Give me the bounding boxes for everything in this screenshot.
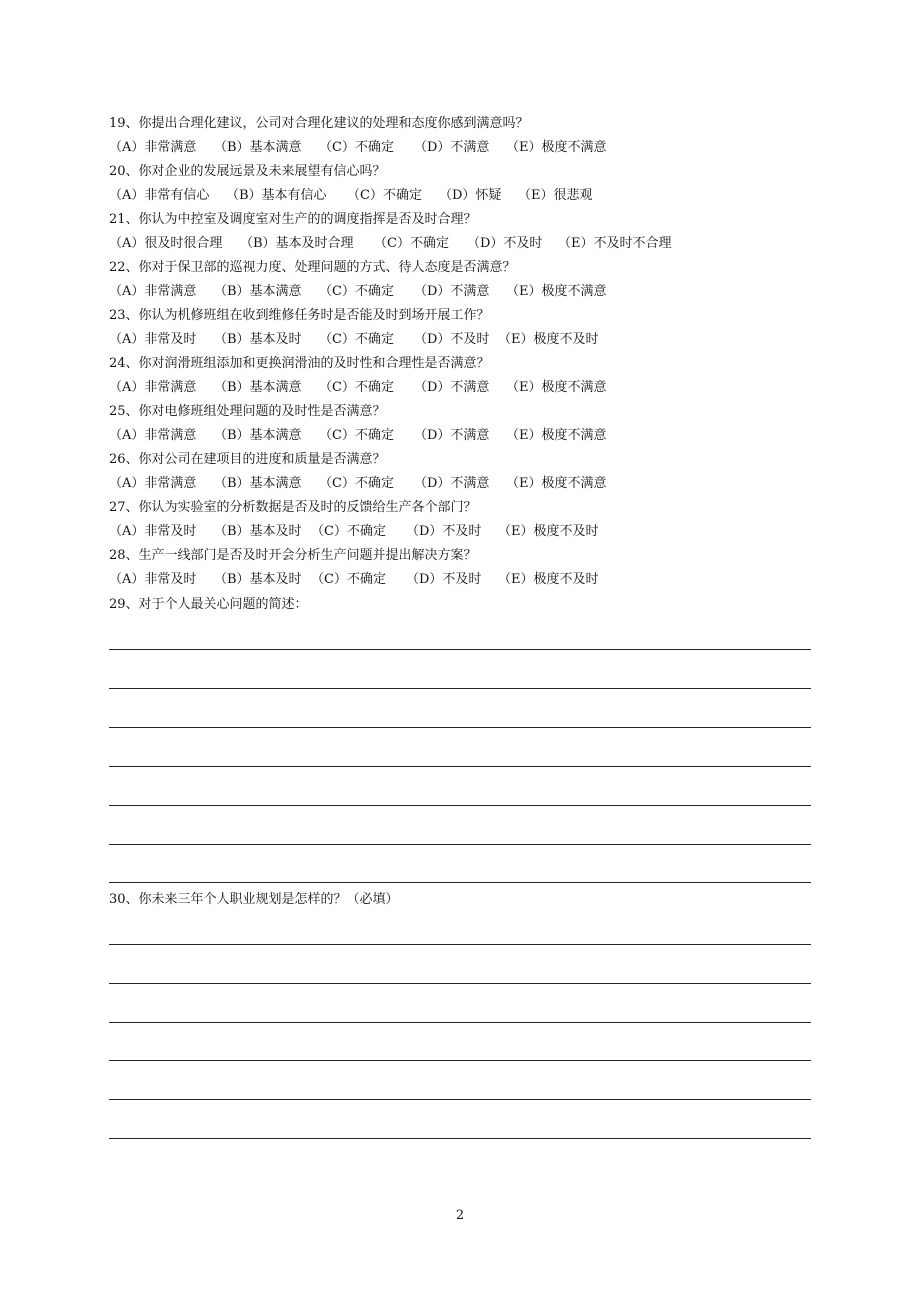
option-e[interactable]: （E）极度不及时 bbox=[498, 524, 599, 539]
option-c[interactable]: （C）不确定 bbox=[311, 524, 386, 539]
question-24: 24、你对润滑班组添加和更换润滑油的及时性和合理性是否满意？ bbox=[109, 356, 490, 371]
option-c[interactable]: （C）不确定 bbox=[374, 236, 449, 251]
option-d[interactable]: （D）不及时 bbox=[406, 524, 482, 539]
question-20: 20、你对企业的发展远景及未来展望有信心吗？ bbox=[109, 164, 386, 179]
option-b[interactable]: （B）基本满意 bbox=[214, 476, 302, 491]
answer-line[interactable] bbox=[109, 844, 811, 845]
option-b[interactable]: （B）基本满意 bbox=[214, 380, 302, 395]
option-e[interactable]: （E）不及时不合理 bbox=[558, 236, 672, 251]
answer-line[interactable] bbox=[109, 1099, 811, 1100]
option-c[interactable]: （C）不确定 bbox=[319, 476, 394, 491]
option-e[interactable]: （E）极度不满意 bbox=[506, 140, 607, 155]
option-a[interactable]: （A）非常满意 bbox=[109, 140, 197, 155]
option-c[interactable]: （C）不确定 bbox=[319, 284, 394, 299]
option-a[interactable]: （A）很及时很合理 bbox=[109, 236, 223, 251]
question-21: 21、你认为中控室及调度室对生产的的调度指挥是否及时合理？ bbox=[109, 212, 477, 227]
question-23: 23、你认为机修班组在收到维修任务时是否能及时到场开展工作？ bbox=[109, 308, 490, 323]
option-d[interactable]: （D）不满意 bbox=[414, 476, 490, 491]
option-b[interactable]: （B）基本及时 bbox=[214, 332, 302, 347]
option-a[interactable]: （A）非常满意 bbox=[109, 428, 197, 443]
page-number: 2 bbox=[455, 1208, 465, 1223]
option-b[interactable]: （B）基本满意 bbox=[214, 140, 302, 155]
option-d[interactable]: （D）不满意 bbox=[414, 140, 490, 155]
answer-line[interactable] bbox=[109, 649, 811, 650]
question-29: 29、对于个人最关心问题的简述： bbox=[109, 597, 308, 612]
question-26: 26、你对公司在建项目的进度和质量是否满意？ bbox=[109, 452, 386, 467]
option-b[interactable]: （B）基本有信心 bbox=[226, 188, 327, 203]
option-e[interactable]: （E）极度不满意 bbox=[506, 428, 607, 443]
option-e[interactable]: （E）极度不及时 bbox=[498, 332, 599, 347]
option-c[interactable]: （C）不确定 bbox=[319, 428, 394, 443]
answer-line[interactable] bbox=[109, 944, 811, 945]
answer-line[interactable] bbox=[109, 1022, 811, 1023]
option-b[interactable]: （B）基本及时合理 bbox=[240, 236, 354, 251]
question-27: 27、你认为实验室的分析数据是否及时的反馈给生产各个部门？ bbox=[109, 500, 477, 515]
option-d[interactable]: （D）不满意 bbox=[414, 284, 490, 299]
option-c[interactable]: （C）不确定 bbox=[319, 332, 394, 347]
option-e[interactable]: （E）很悲观 bbox=[518, 188, 593, 203]
option-c[interactable]: （C）不确定 bbox=[347, 188, 422, 203]
option-b[interactable]: （B）基本及时 bbox=[214, 524, 302, 539]
answer-line[interactable] bbox=[109, 882, 811, 883]
option-d[interactable]: （D）不满意 bbox=[414, 428, 490, 443]
option-d[interactable]: （D）不及时 bbox=[467, 236, 543, 251]
option-e[interactable]: （E）极度不满意 bbox=[506, 380, 607, 395]
option-e[interactable]: （E）极度不满意 bbox=[506, 476, 607, 491]
answer-line[interactable] bbox=[109, 766, 811, 767]
answer-line[interactable] bbox=[109, 1060, 811, 1061]
option-d[interactable]: （D）不及时 bbox=[406, 572, 482, 587]
answer-line[interactable] bbox=[109, 1138, 811, 1139]
answer-line[interactable] bbox=[109, 688, 811, 689]
option-a[interactable]: （A）非常及时 bbox=[109, 524, 197, 539]
option-a[interactable]: （A）非常及时 bbox=[109, 332, 197, 347]
option-e[interactable]: （E）极度不及时 bbox=[498, 572, 599, 587]
option-e[interactable]: （E）极度不满意 bbox=[506, 284, 607, 299]
option-d[interactable]: （D）不满意 bbox=[414, 380, 490, 395]
option-b[interactable]: （B）基本及时 bbox=[214, 572, 302, 587]
option-a[interactable]: （A）非常满意 bbox=[109, 284, 197, 299]
option-c[interactable]: （C）不确定 bbox=[319, 380, 394, 395]
option-a[interactable]: （A）非常及时 bbox=[109, 572, 197, 587]
question-28: 28、生产一线部门是否及时开会分析生产问题并提出解决方案？ bbox=[109, 548, 477, 563]
question-19: 19、你提出合理化建议，公司对合理化建议的处理和态度你感到满意吗？ bbox=[109, 116, 529, 131]
option-b[interactable]: （B）基本满意 bbox=[214, 428, 302, 443]
question-25: 25、你对电修班组处理问题的及时性是否满意？ bbox=[109, 404, 386, 419]
question-30: 30、你未来三年个人职业规划是怎样的？（必填） bbox=[109, 892, 399, 907]
option-c[interactable]: （C）不确定 bbox=[311, 572, 386, 587]
answer-line[interactable] bbox=[109, 805, 811, 806]
option-c[interactable]: （C）不确定 bbox=[319, 140, 394, 155]
option-b[interactable]: （B）基本满意 bbox=[214, 284, 302, 299]
option-d[interactable]: （D）怀疑 bbox=[439, 188, 502, 203]
option-d[interactable]: （D）不及时 bbox=[414, 332, 490, 347]
option-a[interactable]: （A）非常有信心 bbox=[109, 188, 210, 203]
question-22: 22、你对于保卫部的巡视力度、处理问题的方式、待人态度是否满意？ bbox=[109, 260, 516, 275]
option-a[interactable]: （A）非常满意 bbox=[109, 380, 197, 395]
option-a[interactable]: （A）非常满意 bbox=[109, 476, 197, 491]
answer-line[interactable] bbox=[109, 727, 811, 728]
answer-line[interactable] bbox=[109, 983, 811, 984]
